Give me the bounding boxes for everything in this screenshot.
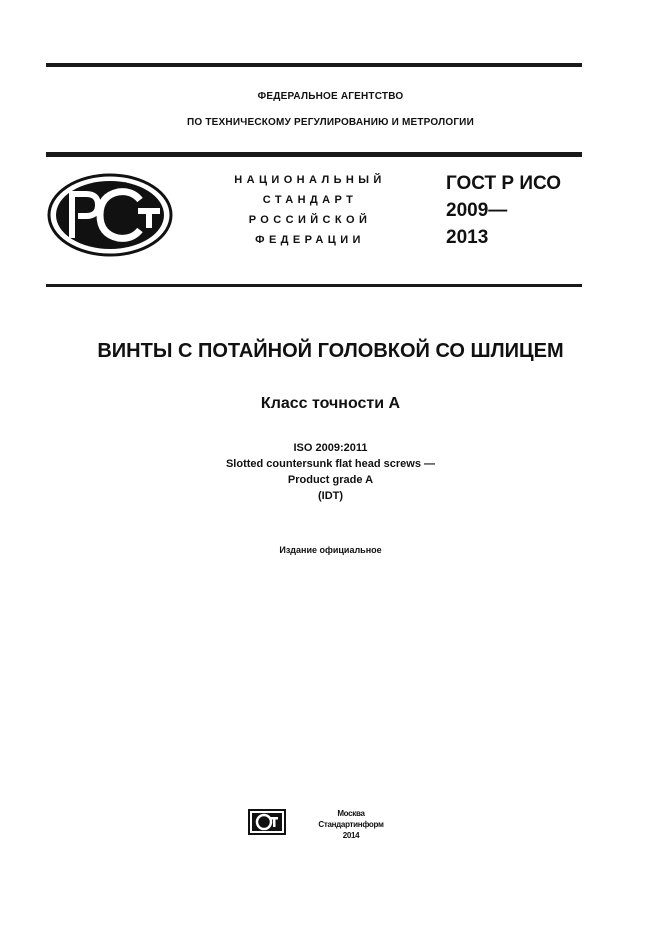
agency-line-1: ФЕДЕРАЛЬНОЕ АГЕНТСТВО: [257, 91, 404, 102]
top-rule: [46, 63, 582, 67]
iso-title-line-2: Product grade A: [287, 474, 374, 486]
publisher-name: Стандартинформ: [318, 820, 384, 829]
standard-type: [220, 170, 400, 250]
designation-line-2: 2009—: [446, 200, 508, 221]
standard-type-line-3: РОССИЙСКОЙ: [248, 214, 372, 226]
rst-certification-mark-icon: [46, 172, 174, 258]
standard-designation: [446, 170, 561, 251]
standartinform-logo-icon: [248, 808, 288, 836]
standard-type-line-1: НАЦИОНАЛЬНЫЙ: [234, 174, 386, 186]
document-title: ВИНТЫ С ПОТАЙНОЙ ГОЛОВКОЙ СО ШЛИЦЕМ: [97, 340, 564, 362]
header-bottom-rule: [46, 284, 582, 287]
iso-equivalence: (IDT): [317, 490, 344, 502]
iso-reference: [0, 440, 661, 504]
designation-line-1: ГОСТ Р ИСО: [446, 173, 562, 194]
publisher-info: [296, 808, 406, 841]
iso-number: ISO 2009:2011: [293, 442, 368, 454]
header-rule: [46, 152, 582, 157]
standard-type-line-2: СТАНДАРТ: [262, 194, 358, 206]
document-subtitle: Класс точности А: [260, 395, 401, 412]
publisher-year: 2014: [342, 831, 360, 840]
iso-title-line-1: Slotted countersunk flat head screws —: [225, 458, 436, 470]
edition-label: Издание официальное: [279, 545, 382, 555]
standard-type-line-4: ФЕДЕРАЦИИ: [255, 234, 365, 246]
designation-line-3: 2013: [446, 227, 489, 248]
agency-line-2: ПО ТЕХНИЧЕСКОМУ РЕГУЛИРОВАНИЮ И МЕТРОЛОГИИ: [187, 117, 474, 128]
publisher-city: Москва: [337, 809, 365, 818]
